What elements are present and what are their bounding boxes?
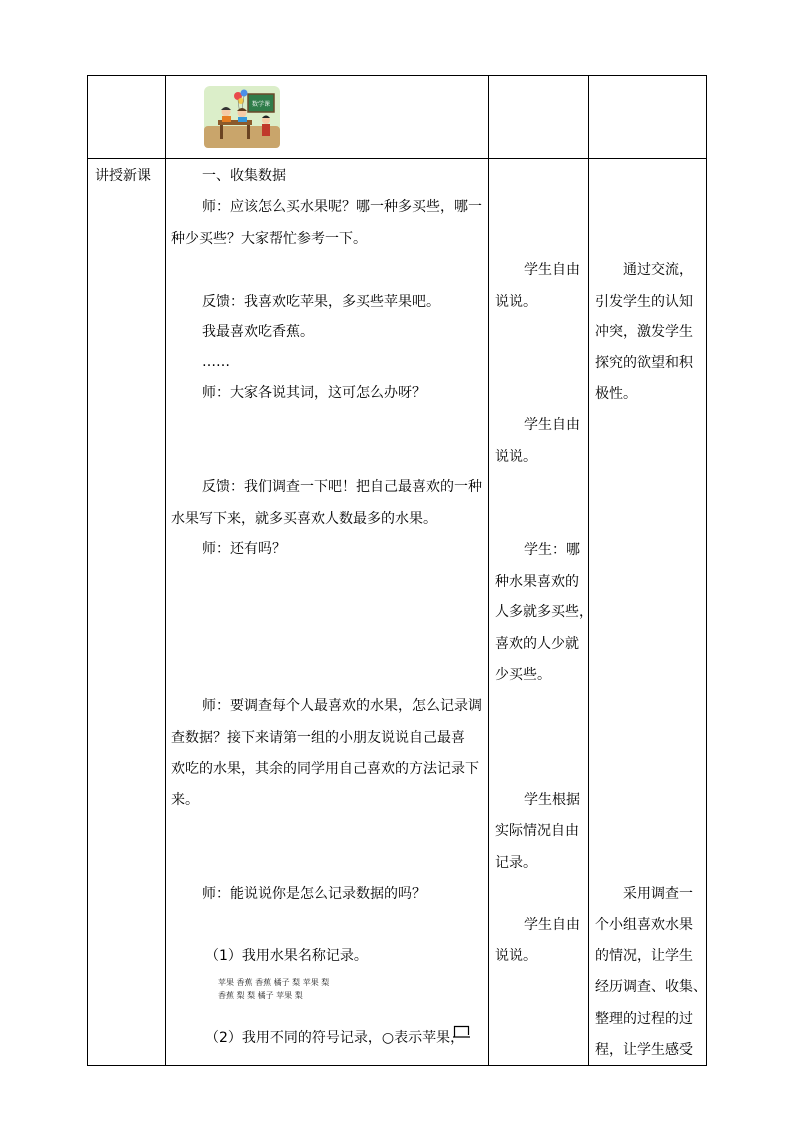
fruit-record-row: 苹果 香蕉 香蕉 橘子 梨 苹果 梨 bbox=[218, 978, 330, 987]
table-top-border bbox=[87, 75, 707, 76]
intent-line: 采用调查一 bbox=[623, 886, 693, 902]
column-divider-1 bbox=[165, 75, 166, 1066]
intent-line: 引发学生的认知 bbox=[595, 294, 693, 310]
teacher-line: 师：要调查每个人最喜欢的水果，怎么记录调 bbox=[202, 698, 482, 714]
method-line: （2）我用不同的符号记录，○表示苹果， bbox=[205, 1030, 465, 1046]
feedback-line: 反馈：我喜欢吃苹果，多买些苹果吧。 bbox=[202, 294, 440, 310]
student-line: 学生：哪 bbox=[524, 542, 580, 558]
student-line: 喜欢的人少就 bbox=[495, 636, 579, 652]
student-line: 学生根据 bbox=[524, 792, 580, 808]
teacher-line: 师：还有吗？ bbox=[202, 541, 286, 557]
student-line: 说说。 bbox=[495, 449, 537, 465]
intent-line: 经历调查、收集、 bbox=[595, 979, 707, 995]
table-bottom-border bbox=[87, 1065, 707, 1066]
feedback-line: 水果写下来，就多买喜欢人数最多的水果。 bbox=[171, 511, 437, 527]
fruit-record-row: 香蕉 梨 梨 橘子 苹果 梨 bbox=[218, 991, 303, 1000]
intent-line: 程，让学生感受 bbox=[595, 1042, 693, 1058]
intent-line: 通过交流， bbox=[623, 262, 693, 278]
teacher-line: 师：大家各说其词，这可怎么办呀？ bbox=[202, 385, 426, 401]
teacher-line: 欢吃的水果，其余的同学用自己喜欢的方法记录下 bbox=[171, 761, 479, 777]
student-line: 记录。 bbox=[495, 855, 537, 871]
column-divider-3 bbox=[588, 75, 589, 1066]
table-left-border bbox=[87, 75, 88, 1066]
student-line: 学生自由 bbox=[524, 417, 580, 433]
student-line: 学生自由 bbox=[524, 262, 580, 278]
ellipsis: …… bbox=[202, 354, 230, 370]
student-line: 学生自由 bbox=[524, 917, 580, 933]
student-line: 说说。 bbox=[495, 294, 537, 310]
intent-line: 探究的欲望和积 bbox=[595, 355, 693, 371]
classroom-illustration bbox=[204, 86, 280, 148]
feedback-line: 反馈：我们调查一下吧！把自己最喜欢的一种 bbox=[202, 479, 482, 495]
student-line: 实际情况自由 bbox=[495, 823, 579, 839]
intent-line: 个小组喜欢水果 bbox=[595, 917, 693, 933]
student-line: 说说。 bbox=[495, 948, 537, 964]
student-line: 种水果喜欢的 bbox=[495, 574, 579, 590]
intent-line: 极性。 bbox=[595, 386, 637, 402]
table-right-border bbox=[706, 75, 707, 1066]
feedback-line: 我最喜欢吃香蕉。 bbox=[202, 324, 314, 340]
intent-line: 冲突，激发学生 bbox=[595, 324, 693, 340]
square-symbol-icon bbox=[453, 1025, 470, 1038]
teacher-line: 查数据？接下来请第一组的小朋友说说自己最喜 bbox=[171, 730, 465, 746]
student-line: 少买些。 bbox=[495, 667, 551, 683]
section-label: 讲授新课 bbox=[95, 168, 151, 184]
intent-line: 整理的过程的过 bbox=[595, 1011, 693, 1027]
column-divider-2 bbox=[488, 75, 489, 1066]
teacher-line: 师：应该怎么买水果呢？哪一种多买些，哪一 bbox=[202, 199, 482, 215]
intent-line: 的情况，让学生 bbox=[595, 948, 693, 964]
student-line: 人多就多买些， bbox=[495, 604, 593, 620]
teacher-line: 师：能说说你是怎么记录数据的吗？ bbox=[202, 886, 426, 902]
teacher-line: 种少买些？大家帮忙参考一下。 bbox=[171, 231, 367, 247]
method-line: （1）我用水果名称记录。 bbox=[205, 948, 368, 964]
row-divider bbox=[87, 158, 707, 159]
board-text: 数学课 bbox=[251, 101, 271, 108]
section-heading: 一、收集数据 bbox=[202, 168, 286, 184]
teacher-line: 来。 bbox=[171, 792, 199, 808]
